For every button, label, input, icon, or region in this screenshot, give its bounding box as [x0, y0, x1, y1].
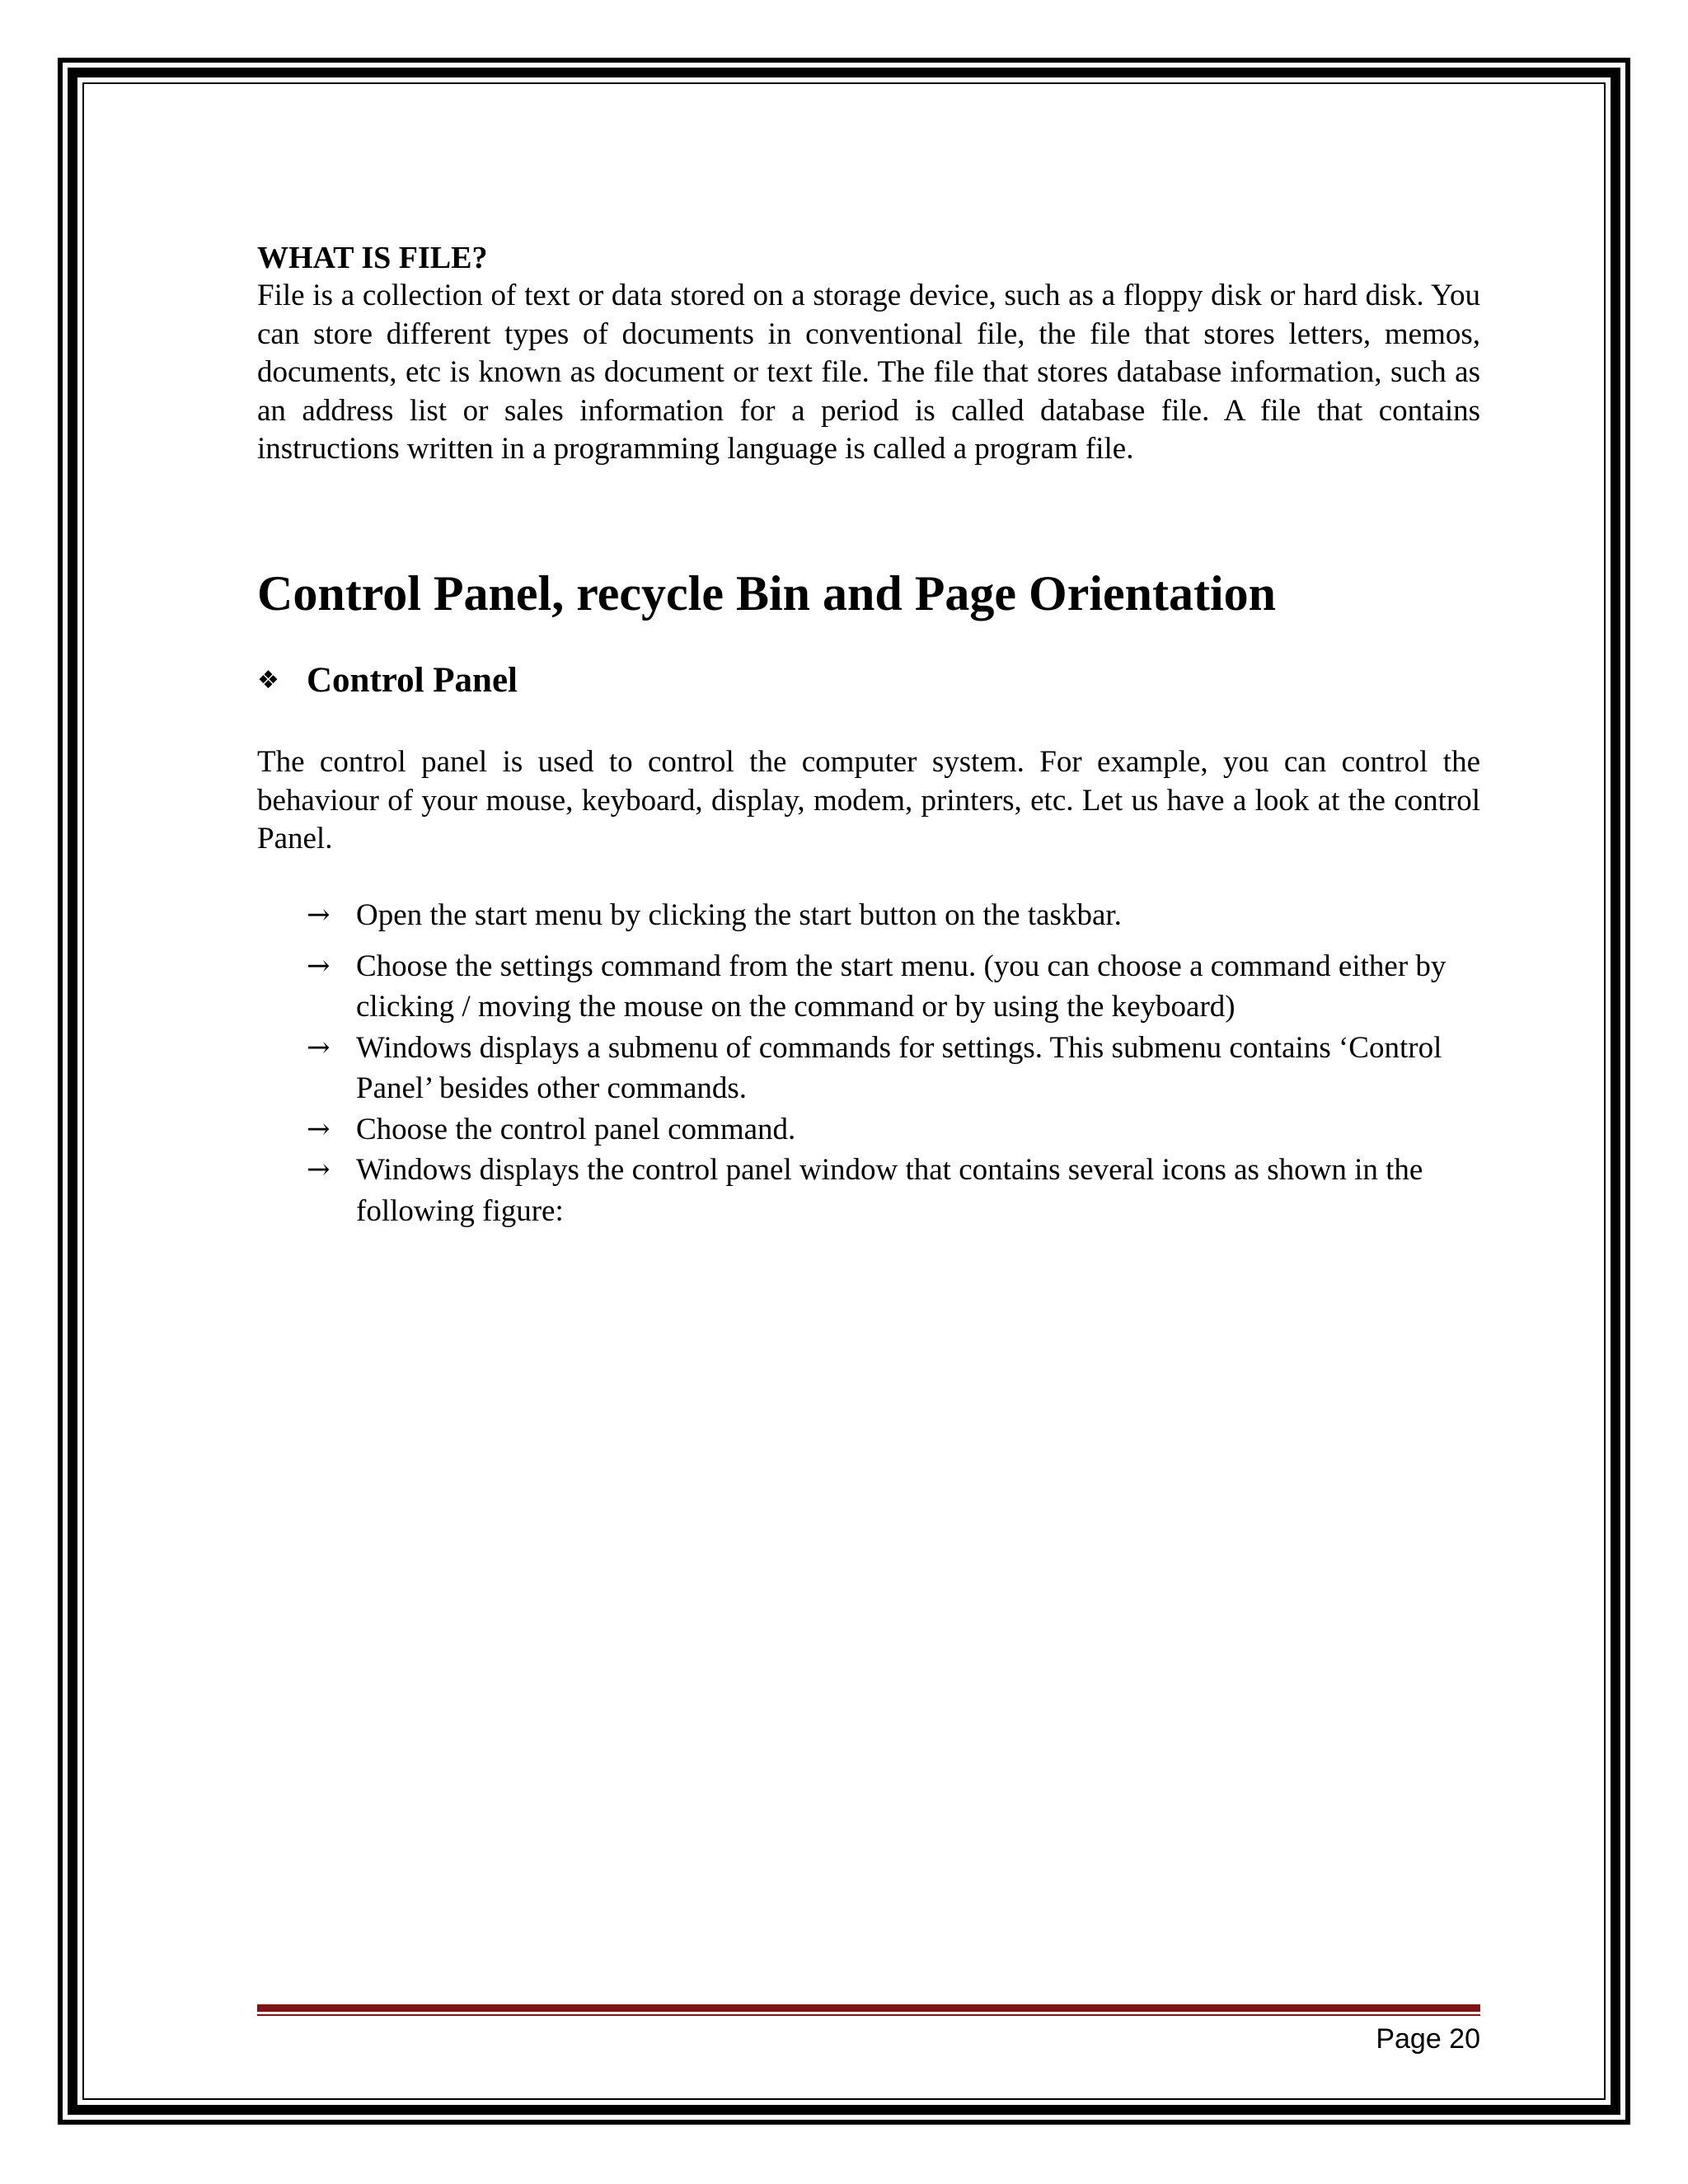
file-section-body: File is a collection of text or data stored on a storage device, such as a floppy disk or hard disk. You can store different types of documents in conventional file, the file that stores letters, memos, documents, etc is known as document or text file. The file that stores database information, such as an address list or sales information for a period is called database file. A file that contains instructions written in a programming language is called a program file. — [257, 279, 1480, 466]
right-arrow-icon: → — [307, 949, 331, 982]
right-arrow-icon: → — [307, 1153, 331, 1186]
step-text: Choose the settings command from the start menu. (you can choose a command either by clicking / moving the mouse on the command or by using the keyboard) — [356, 949, 1447, 1024]
footer-rule — [257, 2004, 1480, 2012]
page-number: Page 20 — [1376, 2023, 1480, 2055]
right-arrow-icon: → — [307, 1112, 331, 1146]
step-text: Windows displays the control panel window that contains several icons as shown in the following figure: — [356, 1153, 1423, 1228]
footer-rule-thin — [257, 2014, 1480, 2016]
control-panel-steps — [307, 895, 1480, 1231]
file-section — [257, 239, 1480, 469]
page-content — [257, 239, 1480, 1228]
list-item — [307, 946, 1480, 1028]
right-arrow-icon: → — [307, 1030, 331, 1064]
list-item — [307, 1150, 1480, 1231]
step-text: Choose the control panel command. — [356, 1112, 796, 1146]
diamond-bullet-icon: ❖ — [257, 666, 279, 695]
control-panel-heading-text: Control Panel — [307, 661, 518, 700]
file-section-heading: WHAT IS FILE? — [257, 241, 488, 275]
step-text: Windows displays a submenu of commands for settings. This submenu contains ‘Control Panel’ besides other commands. — [356, 1030, 1442, 1105]
step-text: Open the start menu by clicking the start button on the taskbar. — [356, 898, 1122, 932]
list-item — [307, 1028, 1480, 1109]
chapter-title: Control Panel, recycle Bin and Page Orientation — [257, 566, 1277, 621]
right-arrow-icon: → — [307, 898, 331, 931]
list-item — [307, 895, 1480, 936]
list-item — [307, 1109, 1480, 1151]
control-panel-heading — [257, 659, 518, 702]
control-panel-intro: The control panel is used to control the computer system. For example, you can control the behaviour of your mouse, keyboard, display, modem, printers, etc. Let us have a look at the control Panel. — [257, 745, 1480, 855]
